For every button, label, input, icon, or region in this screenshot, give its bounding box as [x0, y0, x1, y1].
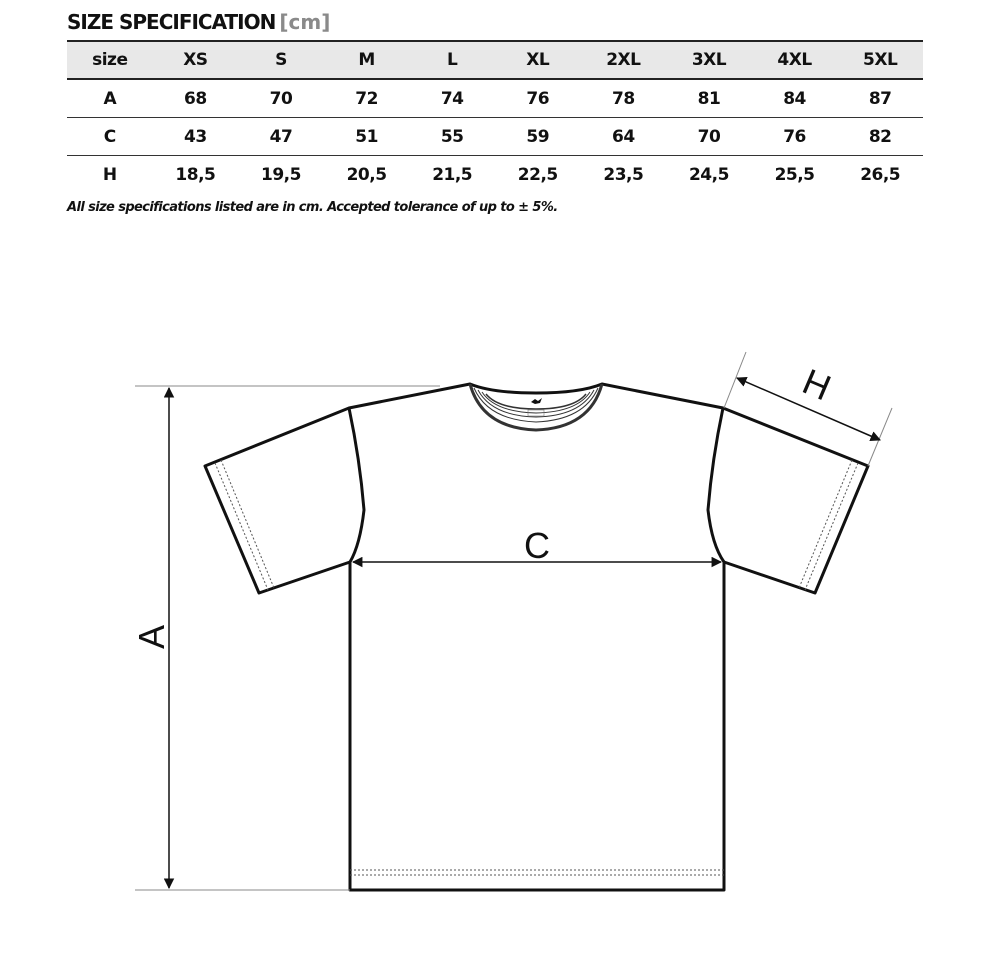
table-cell: 25,5	[774, 164, 815, 185]
table-cell: 20,5	[346, 164, 387, 185]
header-cell: M	[324, 41, 410, 79]
row-label-cell: A	[67, 79, 153, 118]
tolerance-note: All size specifications listed are in cm. Accepted tolerance of up to ± 5%.	[67, 200, 558, 215]
header-cell: S	[238, 41, 324, 79]
label-h: H	[796, 360, 837, 409]
header-cell: XS	[153, 41, 239, 79]
table-cell: 81	[666, 79, 752, 118]
table-cell: 68	[153, 79, 239, 118]
table-cell: 18,5	[175, 164, 216, 185]
header-cell: size	[67, 41, 153, 79]
dimension-c	[353, 525, 721, 566]
table-cell: 24,5	[688, 164, 729, 185]
table-cell: 72	[324, 79, 410, 118]
label-c: C	[524, 525, 550, 566]
table-cell: 74	[409, 79, 495, 118]
title-unit: [cm]	[279, 10, 331, 34]
table-cell: 87	[837, 79, 923, 118]
table-cell: 64	[581, 118, 667, 156]
row-label-cell: C	[67, 118, 153, 156]
table-cell: 47	[238, 118, 324, 156]
bottom-hem-stitching	[350, 870, 724, 875]
row-label-cell: H	[102, 164, 117, 185]
dimension-h	[724, 352, 892, 466]
table-cell: 55	[409, 118, 495, 156]
table-cell: 70	[666, 118, 752, 156]
table-cell: 21,5	[432, 164, 473, 185]
title-main: SIZE SPECIFICATION	[67, 10, 276, 34]
table-cell: 78	[581, 79, 667, 118]
header-cell: 5XL	[837, 41, 923, 79]
header-cell: 4XL	[752, 41, 838, 79]
table-cell: 76	[495, 79, 581, 118]
table-cell: 51	[324, 118, 410, 156]
header-cell: 3XL	[666, 41, 752, 79]
dimension-a	[131, 386, 440, 890]
table-cell: 59	[495, 118, 581, 156]
table-cell: 19,5	[261, 164, 301, 185]
table-cell: 22,5	[517, 164, 558, 185]
header-cell: L	[409, 41, 495, 79]
label-a: A	[131, 624, 172, 650]
table-cell: 84	[752, 79, 838, 118]
header-cell: 2XL	[581, 41, 667, 79]
table-cell: 26,5	[860, 164, 901, 185]
header-cell: XL	[495, 41, 581, 79]
table-cell: 23,5	[603, 164, 644, 185]
table-cell: 76	[752, 118, 838, 156]
table-cell: 70	[238, 79, 324, 118]
tshirt-outline-icon	[205, 384, 868, 890]
table-cell: 82	[837, 118, 923, 156]
table-cell: 43	[153, 118, 239, 156]
